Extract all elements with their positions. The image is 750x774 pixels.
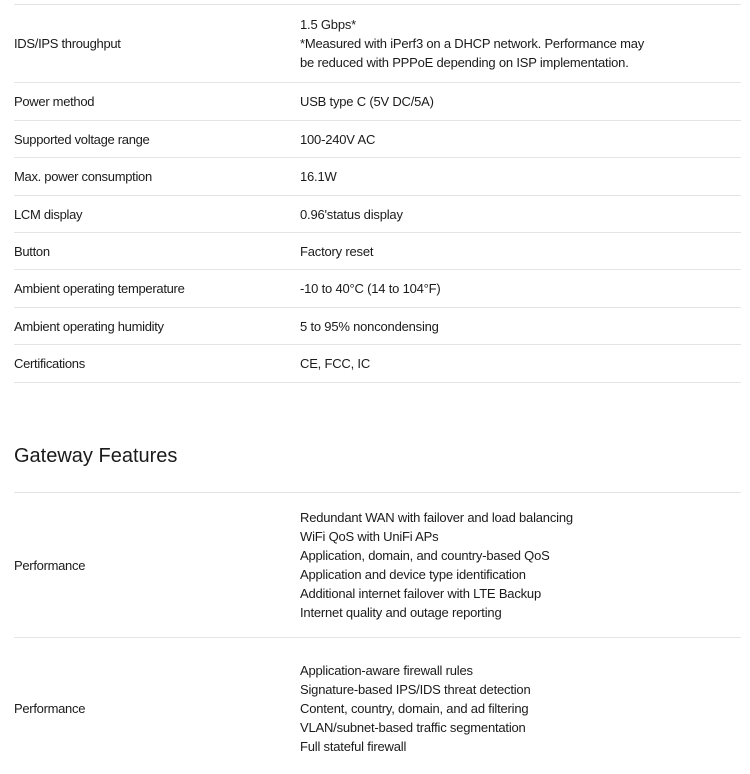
spec-value	[300, 317, 741, 336]
spec-value-line: -10 to 40°C (14 to 104°F)	[300, 281, 441, 296]
feature-line: Application and device type identification	[300, 567, 526, 582]
section-title: Gateway Features	[14, 445, 178, 467]
gateway-features-table	[14, 492, 741, 773]
spec-value-line: be reduced with PPPoE depending on ISP implementation.	[300, 55, 629, 70]
spec-label: Power method	[14, 94, 95, 109]
spec-value	[300, 279, 741, 298]
spec-value-line: CE, FCC, IC	[300, 356, 371, 371]
spec-value	[300, 92, 741, 111]
spec-label: Ambient operating temperature	[14, 281, 185, 296]
feature-label: Performance	[14, 701, 86, 716]
spec-value	[300, 205, 741, 224]
feature-line: VLAN/subnet-based traffic segmentation	[300, 720, 526, 735]
spec-label: Ambient operating humidity	[14, 318, 164, 334]
feature-line: Additional internet failover with LTE Backup	[300, 586, 541, 601]
spec-label: Button	[14, 243, 50, 259]
spec-value-line: 5 to 95% noncondensing	[300, 318, 439, 334]
spec-row-certifications	[14, 345, 741, 383]
spec-label: LCM display	[14, 206, 83, 222]
spec-value-line: 1.5 Gbps*	[300, 17, 357, 32]
feature-row	[14, 492, 741, 638]
spec-label: Supported voltage range	[14, 131, 150, 147]
feature-line: Application-aware firewall rules	[300, 663, 473, 678]
spec-value-line: Factory reset	[300, 243, 374, 259]
feature-line: Full stateful firewall	[300, 739, 407, 754]
spec-value-line: 100-240V AC	[300, 131, 376, 147]
feature-line: Redundant WAN with failover and load balancing	[300, 510, 573, 525]
spec-value-line: USB type C (5V DC/5A)	[300, 94, 434, 109]
spec-row-voltage	[14, 121, 741, 158]
feature-row	[14, 638, 741, 773]
feature-line: Content, country, domain, and ad filtering	[300, 701, 529, 716]
spec-label: Max. power consumption	[14, 169, 152, 184]
spec-value-line: 16.1W	[300, 169, 337, 184]
feature-label: Performance	[14, 557, 86, 573]
spec-value-line: *Measured with iPerf3 on a DHCP network. Performance may	[300, 36, 645, 51]
spec-value	[300, 167, 741, 186]
feature-line: Internet quality and outage reporting	[300, 605, 502, 620]
feature-value	[300, 661, 741, 756]
specs-table	[14, 4, 741, 383]
spec-row-humidity	[14, 308, 741, 345]
spec-row-button	[14, 233, 741, 270]
spec-label: IDS/IPS throughput	[14, 36, 121, 51]
spec-label: Certifications	[14, 356, 85, 371]
feature-line: Signature-based IPS/IDS threat detection	[300, 682, 531, 697]
feature-line: WiFi QoS with UniFi APs	[300, 529, 439, 544]
spec-value	[300, 130, 741, 149]
spec-row-temperature	[14, 270, 741, 308]
spec-value	[300, 15, 741, 72]
spec-value	[300, 242, 741, 261]
spec-row-power-method	[14, 83, 741, 121]
spec-row-power-consumption	[14, 158, 741, 196]
spec-value	[300, 354, 741, 373]
feature-line: Application, domain, and country-based QoS	[300, 548, 550, 563]
spec-row-ids-ips	[14, 4, 741, 83]
spec-value-line: 0.96'status display	[300, 206, 403, 222]
spec-row-lcm-display	[14, 196, 741, 233]
feature-value	[300, 508, 741, 622]
